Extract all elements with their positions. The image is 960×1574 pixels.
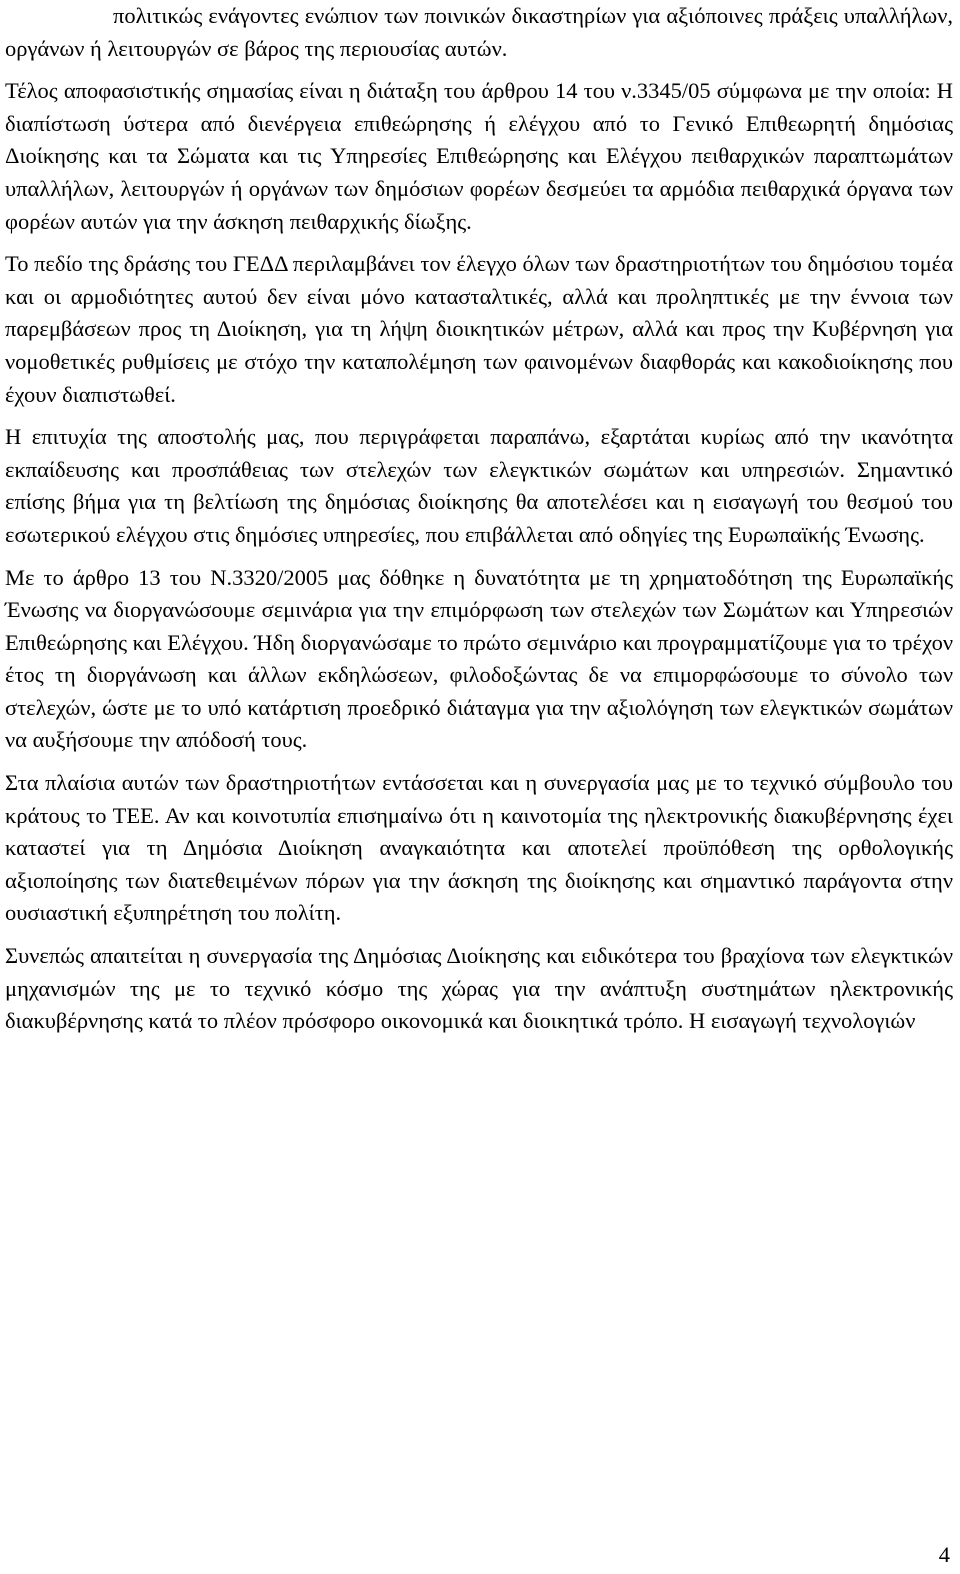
paragraph-5: Με το άρθρο 13 του Ν.3320/2005 μας δόθηκε η δυνατότητα με τη χρηματοδότηση της Ευρωπαϊκής Ένωσης να διοργανώσουμε σεμινάρια για την επιμόρφωση των στελεχών των Σωμάτων και Υπηρεσιών Επιθεώρησης και Ελέγχου. Ήδη διοργανώσαμε το πρώτο σεμινάριο και προγραμματίζουμε για το τρέχον έτος τη διοργάνωση και άλλων εκδηλώσεων, φιλοδοξώντας δε να επιμορφώσουμε το σύνολο των στελεχών, ώστε με το υπό κατάρτιση προεδρικό διάταγμα για την αξιολόγηση των ελεγκτικών σωμάτων να αυξήσουμε την απόδοσή τους. [5,564,953,753]
page-number: 4 [938,1542,950,1567]
paragraph-1: πολιτικώς ενάγοντες ενώπιον των ποινικών δικαστηρίων για αξιόποινες πράξεις υπαλλήλων, οργάνων ή λειτουργών σε βάρος της περιουσίας αυτών. [5,3,953,61]
paragraph-3: Το πεδίο της δράσης του ΓΕΔΔ περιλαμβάνει τον έλεγχο όλων των δραστηριοτήτων του δημόσιου τομέα και οι αρμοδιότητες αυτού δεν είναι μόνο κατασταλτικές, αλλά και προληπτικές με την έννοια των παρεμβάσεων προς τη Διοίκηση, για τη λήψη διοικητικών μέτρων, αλλά και προς την Κυβέρνηση για νομοθετικές ρυθμίσεις με στόχο την καταπολέμηση των φαινομένων διαφθοράς και κακοδιοίκησης που έχουν διαπιστωθεί. [5,251,954,407]
body-text [5,0,953,1048]
paragraph-2: Τέλος αποφασιστικής σημασίας είναι η διάταξη του άρθρου 14 του ν.3345/05 σύμφωνα με την οποία: Η διαπίστωση ύστερα από διενέργεια επιθεώρησης ή ελέγχου από το Γενικό Επιθεωρητή δημόσιας Διοίκησης και τα Σώματα και τις Υπηρεσίες Επιθεώρησης και Ελέγχου πειθαρχικών παραπτωμάτων υπαλλήλων, λειτουργών ή οργάνων των δημόσιων φορέων δεσμεύει τα αρμόδια πειθαρχικά όργανα των φορέων αυτών για την άσκηση πειθαρχικής δίωξης. [5,78,953,234]
paragraph-7: Συνεπώς απαιτείται η συνεργασία της Δημόσιας Διοίκησης και ειδικότερα του βραχίονα των ελεγκτικών μηχανισμών της με το τεχνικό κόσμο της χώρας για την ανάπτυξη συστημάτων ηλεκτρονικής διακυβέρνησης κατά το πλέον πρόσφορο οικονομικά και διοικητικά τρόπο. Η εισαγωγή τεχνολογιών [5,943,953,1034]
paragraph-6: Στα πλαίσια αυτών των δραστηριοτήτων εντάσσεται και η συνεργασία μας με το τεχνικό σύμβουλο του κράτους το ΤΕΕ. Αν και κοινοτυπία επισημαίνω ότι η καινοτομία της ηλεκτρονικής διακυβέρνησης έχει καταστεί για τη Δημόσια Διοίκηση αναγκαιότητα και αποτελεί προϋπόθεση της ορθολογικής αξιοποίησης των διατεθειμένων πόρων για την άσκηση της διοίκησης και σημαντικό παράγοντα στην ουσιαστική εξυπηρέτηση του πολίτη. [5,770,953,926]
paragraph-4: Η επιτυχία της αποστολής μας, που περιγράφεται παραπάνω, εξαρτάται κυρίως από την ικανότητα εκπαίδευσης και προσπάθειας των στελεχών των ελεγκτικών σωμάτων και υπηρεσιών. Σημαντικό επίσης βήμα για τη βελτίωση της δημόσιας διοίκησης θα αποτελέσει και η εισαγωγή του θεσμού του εσωτερικού ελέγχου στις δημόσιες υπηρεσίες, που επιβάλλεται από οδηγίες της Ευρωπαϊκής Ένωσης. [5,424,953,547]
